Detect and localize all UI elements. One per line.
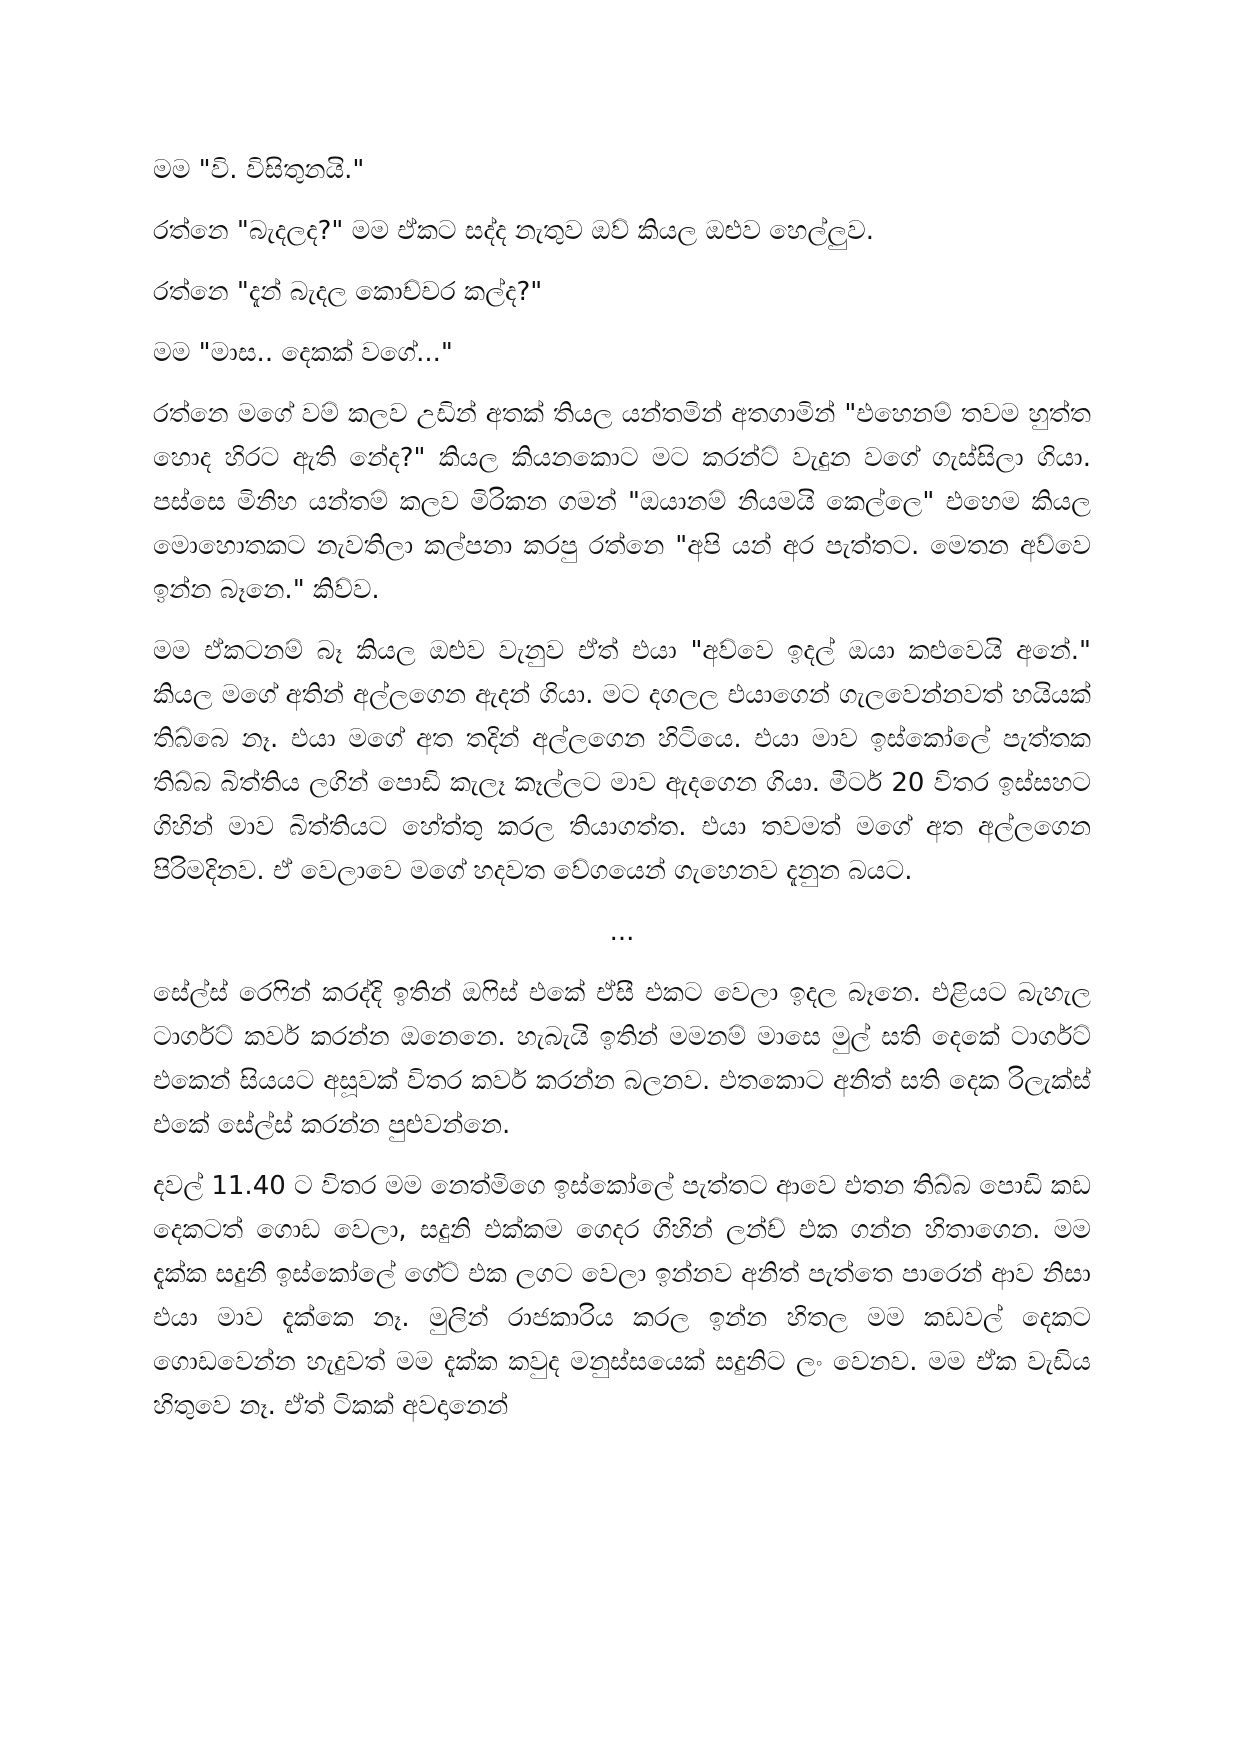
paragraph-6: මම ඒකටනම් බෑ කියල ඔළුව වැනුව ඒත් එයා "අව්වෙ ඉදල් ඔයා කළුවෙයි අනේ." කියල මගේ අතින් අල්ලගෙන ඇදන් ගියා. මට දගලල එයාගෙන් ගැලවෙන්නවත් හයියක් තිබ්බෙ නෑ. එයා මගේ අත තදින් අල්ලගෙන හිටියෙ. එයා මාව ඉස්කෝලේ පැත්තක තිබ්බ බිත්තිය ලගින් පොඩි කැලෑ කෑල්ලට මාව ඇදගෙන ගියා. මීටර් 20 විතර ඉස්සහට ගිහින් මාව බිත්තියට හේත්තු කරල තියාගත්ත. එයා තවමත් මගේ අත අල්ලගෙන පිරිමදිනව. ඒ වෙලාවෙ මගේ හදවත වේගයෙන් ගැහෙනව දැනුන බයට. (153, 636, 1091, 886)
paragraph-5: රත්නෙ මගේ වම් කලව උඩින් අතක් තියල යන්තමින් අතගාමින් "එහෙනම් තවම හුත්ත හොද හිරට ඇති නේද?" කියල කියනකොට මට කරන්ට් වැදුන වගේ ගැස්සිලා ගියා. පස්සෙ මිනිහ යන්තම් කලව මිරිකන ගමන් "ඔයානම් නියමයි කෙල්ලෙ" එහෙම කියල මොහොතකට නැවතිලා කල්පනා කරපු රත්නෙ "අපි යන් අර පැත්තට. මෙතන අව්වෙ ඉන්න බෑනෙ." කිව්ව. (153, 399, 1091, 605)
paragraph-3: රත්නෙ "දැන් බැදල කොච්චර කල්ද?" (153, 277, 543, 307)
paragraph-4: මම "මාස.. දෙකක් වගේ..." (153, 338, 453, 368)
section-separator: ... (609, 917, 635, 947)
paragraph-7: සේල්ස් රෙෆින් කරද්දි ඉතින් ඔෆිස් එකේ ඒසී එකට වෙලා ඉදල බෑනෙ. එළියට බැහැල ටාර්ගට් කවර් කරන්න ඔනෙනෙ. හැබැයි ඉතින් මමනම් මාසෙ මුල් සති දෙකේ ටාර්ගට් එකෙන් සියයට අසූවක් විතර කවර් කරන්න බලනව. එතකොට අනිත් සති දෙක රිලැක්ස් එකේ සේල්ස් කරන්න පුළුවන්නෙ. (153, 978, 1091, 1140)
paragraph-8: දවල් 11.40 ට විතර මම නෙත්මිගෙ ඉස්කෝලේ පැත්තට ආවෙ එතන තිබ්බ පොඩි කඩ දෙකටත් ගොඩ වෙලා, සදුනි එක්කම ගෙදර ගිහින් ලන්ච් එක ගන්න හිතාගෙන. මම දැක්ක සදුනි ඉස්කෝලේ ගේට් එක ලගට වෙලා ඉන්නව අනිත් පැත්තෙ පාරෙන් ආව නිසා එයා මාව දැක්කෙ නෑ. මුලින් රාජකාරිය කරල ඉන්න හිතල මම කඩවල් දෙකට ගොඩවෙන්න හැදුවත් මම දැක්ක කවුද මනුස්සයෙක් සදුනිට ලං වෙනව. මම ඒක වැඩිය හිතුවෙ නෑ. ඒත් ටිකක් අවදානෙන් (153, 1171, 1091, 1421)
paragraph-2: රත්නෙ "බැදලද?" මම ඒකට සද්ද නැතුව ඔව් කියල ඔළුව හෙල්ලුව. (153, 216, 875, 246)
paragraph-1: මම "වි. විසිතුනයි." (153, 155, 365, 185)
story-text (153, 148, 1091, 1445)
